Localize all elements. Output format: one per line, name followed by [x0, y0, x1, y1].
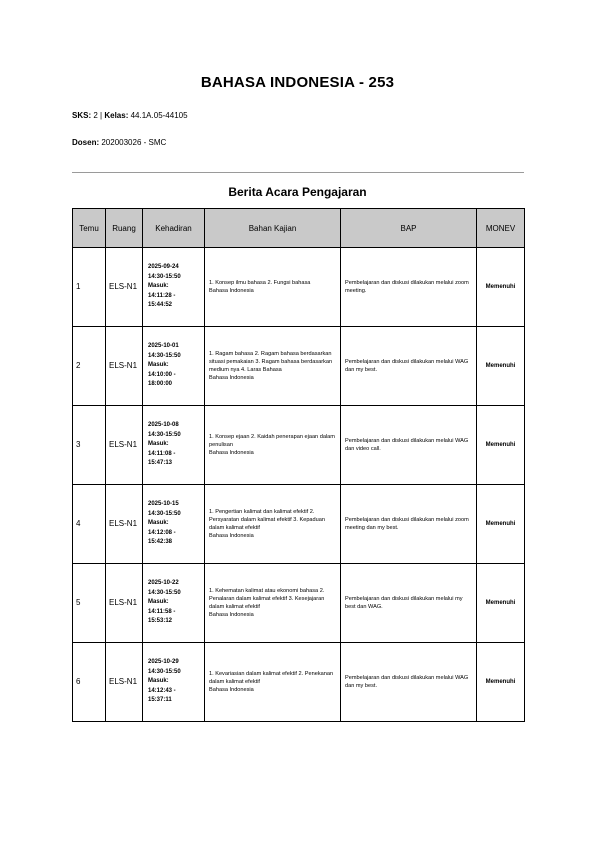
sks-value: 2 [93, 111, 98, 120]
ruang-cell: ELS-N1 [106, 406, 143, 485]
course-meta-line [72, 111, 188, 120]
tanggal: 2025-10-01 [148, 343, 179, 350]
temu-cell: 6 [73, 643, 106, 722]
bahan-kajian-cell [205, 406, 341, 485]
monev-cell: Memenuhi [477, 485, 525, 564]
monev-cell: Memenuhi [477, 643, 525, 722]
ruang-cell: ELS-N1 [106, 248, 143, 327]
temu-cell: 1 [73, 248, 106, 327]
bahan-kajian-subject: Bahasa Indonesia [209, 450, 254, 457]
bahan-kajian-subject: Bahasa Indonesia [209, 288, 254, 294]
bahan-kajian-cell [205, 248, 341, 327]
keluar-time: 18:00:00 [148, 381, 173, 388]
sks-label: SKS: [72, 111, 92, 120]
monev-cell: Memenuhi [477, 406, 525, 485]
jam: 14:30-15:50 [148, 431, 181, 438]
section-title: Berita Acara Pengajaran [228, 185, 367, 199]
column-header-kehadiran: Kehadiran [143, 209, 205, 248]
bap-cell: Pembelajaran dan diskusi dilakukan melalui WAG dan video call. [341, 406, 477, 485]
ruang-cell: ELS-N1 [106, 564, 143, 643]
kehadiran-cell [143, 564, 205, 643]
kehadiran-cell [143, 643, 205, 722]
column-header-bap: BAP [341, 209, 477, 248]
masuk-time: 14:11:08 - [148, 450, 176, 457]
bahan-kajian-subject: Bahasa Indonesia [209, 533, 254, 540]
bap-table [72, 208, 525, 722]
keluar-time: 15:42:38 [148, 539, 173, 546]
bahan-kajian-text: 1. Kehematan kalimat atau ekonomi bahasa 2. Penalaran dalam kalimat efektif 3. Kesejajaran dalam kalimat efektif [209, 587, 325, 610]
kehadiran-cell [143, 406, 205, 485]
masuk-label: Masuk: [148, 599, 169, 606]
dosen-value: 202003026 - SMC [101, 138, 167, 147]
bahan-kajian-text: 1. Kevariasian dalam kalimat efektif 2. Penekanan dalam kalimat efektif [209, 670, 334, 685]
masuk-label: Masuk: [148, 362, 169, 369]
jam: 14:30-15:50 [148, 273, 181, 280]
column-header-bahan-kajian: Bahan Kajian [205, 209, 341, 248]
masuk-time: 14:12:43 - [148, 687, 176, 694]
bap-cell: Pembelajaran dan diskusi dilakukan melalui WAG dan my best. [341, 327, 477, 406]
bap-cell: Pembelajaran dan diskusi dilakukan melalui my best dan WAG. [341, 564, 477, 643]
jam: 14:30-15:50 [148, 668, 181, 675]
temu-cell: 5 [73, 564, 106, 643]
masuk-label: Masuk: [148, 678, 169, 685]
bahan-kajian-cell [205, 327, 341, 406]
kehadiran-cell [143, 248, 205, 327]
kelas-label: Kelas: [104, 111, 129, 120]
ruang-cell: ELS-N1 [106, 485, 143, 564]
page-title: BAHASA INDONESIA - 253 [200, 74, 395, 91]
tanggal: 2025-10-29 [148, 659, 179, 666]
table-row [73, 485, 525, 564]
ruang-cell: ELS-N1 [106, 327, 143, 406]
meta-separator: | [100, 111, 103, 120]
temu-cell: 2 [73, 327, 106, 406]
masuk-label: Masuk: [148, 283, 169, 290]
bap-cell: Pembelajaran dan diskusi dilakukan melalui WAG dan my best. [341, 643, 477, 722]
masuk-label: Masuk: [148, 441, 169, 448]
bahan-kajian-subject: Bahasa Indonesia [209, 612, 254, 619]
column-header-ruang: Ruang [106, 209, 143, 248]
kelas-value: 44.1A.05-44105 [130, 111, 188, 120]
ruang-cell: ELS-N1 [106, 643, 143, 722]
monev-cell: Memenuhi [477, 327, 525, 406]
keluar-time: 15:44:52 [148, 302, 173, 309]
keluar-time: 15:37:11 [148, 697, 172, 704]
bahan-kajian-text: 1. Konsep ilmu bahasa 2. Fungsi bahasa [209, 279, 311, 286]
bahan-kajian-cell [205, 643, 341, 722]
tanggal: 2025-10-22 [148, 580, 179, 587]
masuk-label: Masuk: [148, 520, 169, 527]
masuk-time: 14:12:08 - [148, 529, 176, 536]
bahan-kajian-cell [205, 485, 341, 564]
column-header-monev: MONEV [477, 209, 525, 248]
keluar-time: 15:47:13 [148, 460, 173, 467]
bahan-kajian-subject: Bahasa Indonesia [209, 687, 254, 694]
bahan-kajian-text: 1. Konsep ejaan 2. Kaidah penerapan ejaan dalam penulisan [209, 433, 335, 448]
table-row [73, 406, 525, 485]
bap-cell: Pembelajaran dan diskusi dilakukan melalui zoom meeting. [341, 248, 477, 327]
monev-cell: Memenuhi [477, 248, 525, 327]
jam: 14:30-15:50 [148, 352, 181, 359]
tanggal: 2025-10-15 [148, 501, 179, 508]
masuk-time: 14:10:00 - [148, 371, 176, 378]
tanggal: 2025-10-08 [148, 422, 179, 429]
column-header-temu: Temu [73, 209, 106, 248]
table-row [73, 564, 525, 643]
table-row [73, 248, 525, 327]
bahan-kajian-text: 1. Ragam bahasa 2. Ragam bahasa berdasarkan situasi pemakaian 3. Ragam bahasa berdasarkan medium nya 4. Laras Bahasa [209, 350, 333, 373]
keluar-time: 15:53:12 [148, 618, 173, 625]
masuk-time: 14:11:58 - [148, 608, 176, 615]
jam: 14:30-15:50 [148, 510, 181, 517]
temu-cell: 3 [73, 406, 106, 485]
masuk-time: 14:11:28 - [148, 292, 176, 299]
lecturer-line [72, 138, 166, 147]
table-header-row [73, 209, 525, 248]
bahan-kajian-cell [205, 564, 341, 643]
bahan-kajian-text: 1. Pengertian kalimat dan kalimat efektif 2. Persyaratan dalam kalimat efektif 3. Kepaduan dalam kalimat efektif [209, 508, 325, 531]
monev-cell: Memenuhi [477, 564, 525, 643]
kehadiran-cell [143, 327, 205, 406]
table-row [73, 643, 525, 722]
jam: 14:30-15:50 [148, 589, 181, 596]
bahan-kajian-subject: Bahasa Indonesia [209, 375, 254, 382]
dosen-label: Dosen: [72, 138, 100, 147]
kehadiran-cell [143, 485, 205, 564]
divider [72, 172, 524, 173]
temu-cell: 4 [73, 485, 106, 564]
table-row [73, 327, 525, 406]
tanggal: 2025-09-24 [148, 264, 179, 271]
bap-cell: Pembelajaran dan diskusi dilakukan melalui zoom meeting dan my best. [341, 485, 477, 564]
